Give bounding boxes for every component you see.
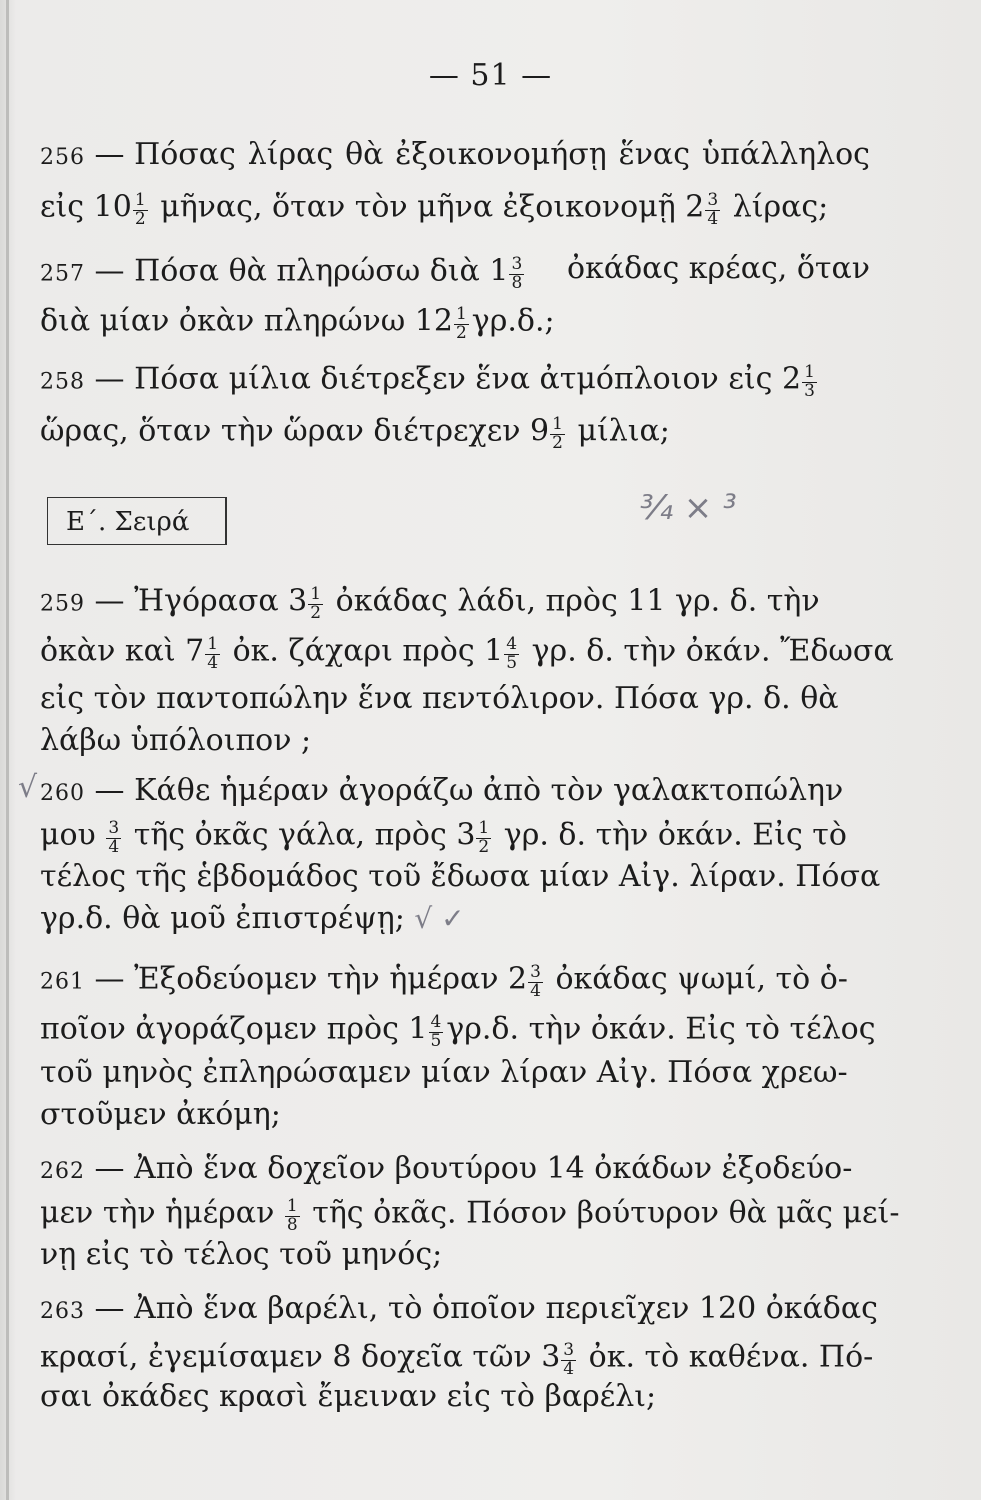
problem-261-line-3: τοῦ μηνὸς ἐπληρώσαμεν μίαν λίραν Αἰγ. Πόσα χρεω- <box>40 1055 848 1090</box>
problem-number: 259 <box>40 591 85 617</box>
fraction: $\frac{1}{2}$ <box>552 414 563 453</box>
fraction: $\frac{3}{8}$ <box>511 254 523 293</box>
fraction: $\frac{3}{4}$ <box>563 1340 575 1379</box>
problem-261-line-2: ποῖον ἀγοράζομεν πρὸς 1 $\frac{4}{5}$ γρ.δ. τὴν ὀκάν. Εἰς τὸ τέλος <box>40 1011 876 1051</box>
page-edge <box>6 0 9 1500</box>
problem-256-line-2: εἰς 10 $\frac{1}{2}$ μῆνας, ὅταν τὸν μῆνα ἐξοικονομῇ 2 $\frac{3}{4}$ λίρας; <box>40 189 829 229</box>
problem-259-line-2: ὀκὰν καὶ 7 $\frac{1}{4}$ ὀκ. ζάχαρι πρὸς 1 $\frac{4}{5}$ γρ. δ. τὴν ὀκάν. Ἔδωσα <box>40 633 894 673</box>
problem-261-line-1: 261 — Ἐξοδεύομεν τὴν ἡμέραν 2 $\frac{3}{4}$ ὀκάδας ψωμί, τὸ ὁ- <box>40 961 848 1001</box>
fraction: $\frac{4}{5}$ <box>506 634 518 673</box>
problem-263-line-1: 263 — Ἀπὸ ἕνα βαρέλι, τὸ ὁποῖον περιεῖχεν 120 ὀκάδας <box>40 1291 878 1326</box>
problem-number: 262 <box>40 1159 85 1184</box>
problem-257-line-1: 257 — Πόσα θὰ πληρώσω διὰ 1 $\frac{3}{8}$ ὀκάδας κρέας, ὅταν <box>40 251 870 293</box>
fraction: $\frac{3}{4}$ <box>108 818 120 857</box>
series-heading: Ε΄. Σειρά <box>47 497 227 545</box>
problem-258-line-2: ὥρας, ὅταν τὴν ὥραν διέτρεχεν 9 $\frac{1}{2}$ μίλια; <box>40 413 670 453</box>
problem-number: 260 <box>40 781 85 806</box>
problem-number: 261 <box>40 969 85 995</box>
problem-263-line-3: σαι ὀκάδες κρασὶ ἔμειναν εἰς τὸ βαρέλι; <box>40 1379 657 1414</box>
problem-262-line-1: 262 — Ἀπὸ ἕνα δοχεῖον βουτύρου 14 ὀκάδων ἐξοδεύο- <box>40 1151 853 1186</box>
problem-number: 257 <box>40 261 85 287</box>
fraction: $\frac{1}{3}$ <box>804 362 815 401</box>
fraction: $\frac{3}{4}$ <box>530 962 541 1001</box>
problem-260-line-2: μου $\frac{3}{4}$ τῆς ὀκᾶς γάλα, πρὸς 3 $\frac{1}{2}$ γρ. δ. τὴν ὀκάν. Εἰς τὸ <box>40 817 847 857</box>
problem-257-line-2: διὰ μίαν ὀκὰν πληρώνω 12 $\frac{1}{2}$ γρ.δ.; <box>40 303 555 343</box>
problem-263-line-2: κρασί, ἐγεμίσαμεν 8 δοχεῖα τῶν 3 $\frac{3}{4}$ ὀκ. τὸ καθένα. Πό- <box>40 1339 874 1379</box>
fraction: $\frac{1}{8}$ <box>286 1196 298 1235</box>
page-number: — 51 — <box>428 58 553 93</box>
problem-259-line-4: λάβω ὑπόλοιπον ; <box>40 723 312 758</box>
problem-260-line-4: γρ.δ. θὰ μοῦ ἐπιστρέψῃ; √ ✓ <box>40 901 465 936</box>
problem-260-line-1: 260 — Κάθε ἡμέραν ἀγοράζω ἀπὸ τὸν γαλακτοπώλην <box>40 773 844 808</box>
fraction: $\frac{1}{2}$ <box>478 818 490 857</box>
problem-262-line-3: νῃ εἰς τὸ τέλος τοῦ μηνός; <box>40 1237 443 1272</box>
problem-256-line-1: 256 — Πόσας λίρας θὰ ἐξοικονομήσῃ ἕνας ὑπάλληλος <box>40 137 870 172</box>
problem-number: 256 <box>40 145 85 170</box>
fraction: $\frac{1}{2}$ <box>455 304 467 343</box>
fraction: $\frac{1}{2}$ <box>310 584 322 623</box>
pencil-mark: √ ✓ <box>414 902 465 935</box>
problem-258-line-1: 258 — Πόσα μίλια διέτρεξεν ἕνα ἀτμόπλοιον εἰς 2 $\frac{1}{3}$ <box>40 361 815 401</box>
problem-number: 263 <box>40 1299 85 1324</box>
problem-259-line-3: εἰς τὸν παντοπώλην ἕνα πεντόλιρον. Πόσα γρ. δ. θὰ <box>40 681 839 716</box>
pencil-mark: ¾ × ³ <box>640 488 737 528</box>
fraction: $\frac{3}{4}$ <box>707 190 719 229</box>
problem-260-line-3: τέλος τῆς ἑβδομάδος τοῦ ἔδωσα μίαν Αἰγ. λίραν. Πόσα <box>40 859 881 894</box>
pencil-mark: √ <box>18 770 38 805</box>
fraction: $\frac{1}{2}$ <box>134 190 146 229</box>
fraction: $\frac{1}{4}$ <box>207 634 219 673</box>
problem-number: 258 <box>40 369 85 395</box>
fraction: $\frac{4}{5}$ <box>430 1012 442 1051</box>
problem-259-line-1: 259 — Ἠγόρασα 3 $\frac{1}{2}$ ὀκάδας λάδι, πρὸς 11 γρ. δ. τὴν <box>40 583 820 623</box>
problem-262-line-2: μεν τὴν ἡμέραν $\frac{1}{8}$ τῆς ὀκᾶς. Πόσον βούτυρον θὰ μᾶς μεί- <box>40 1195 900 1235</box>
problem-261-line-4: στοῦμεν ἀκόμη; <box>40 1097 281 1132</box>
